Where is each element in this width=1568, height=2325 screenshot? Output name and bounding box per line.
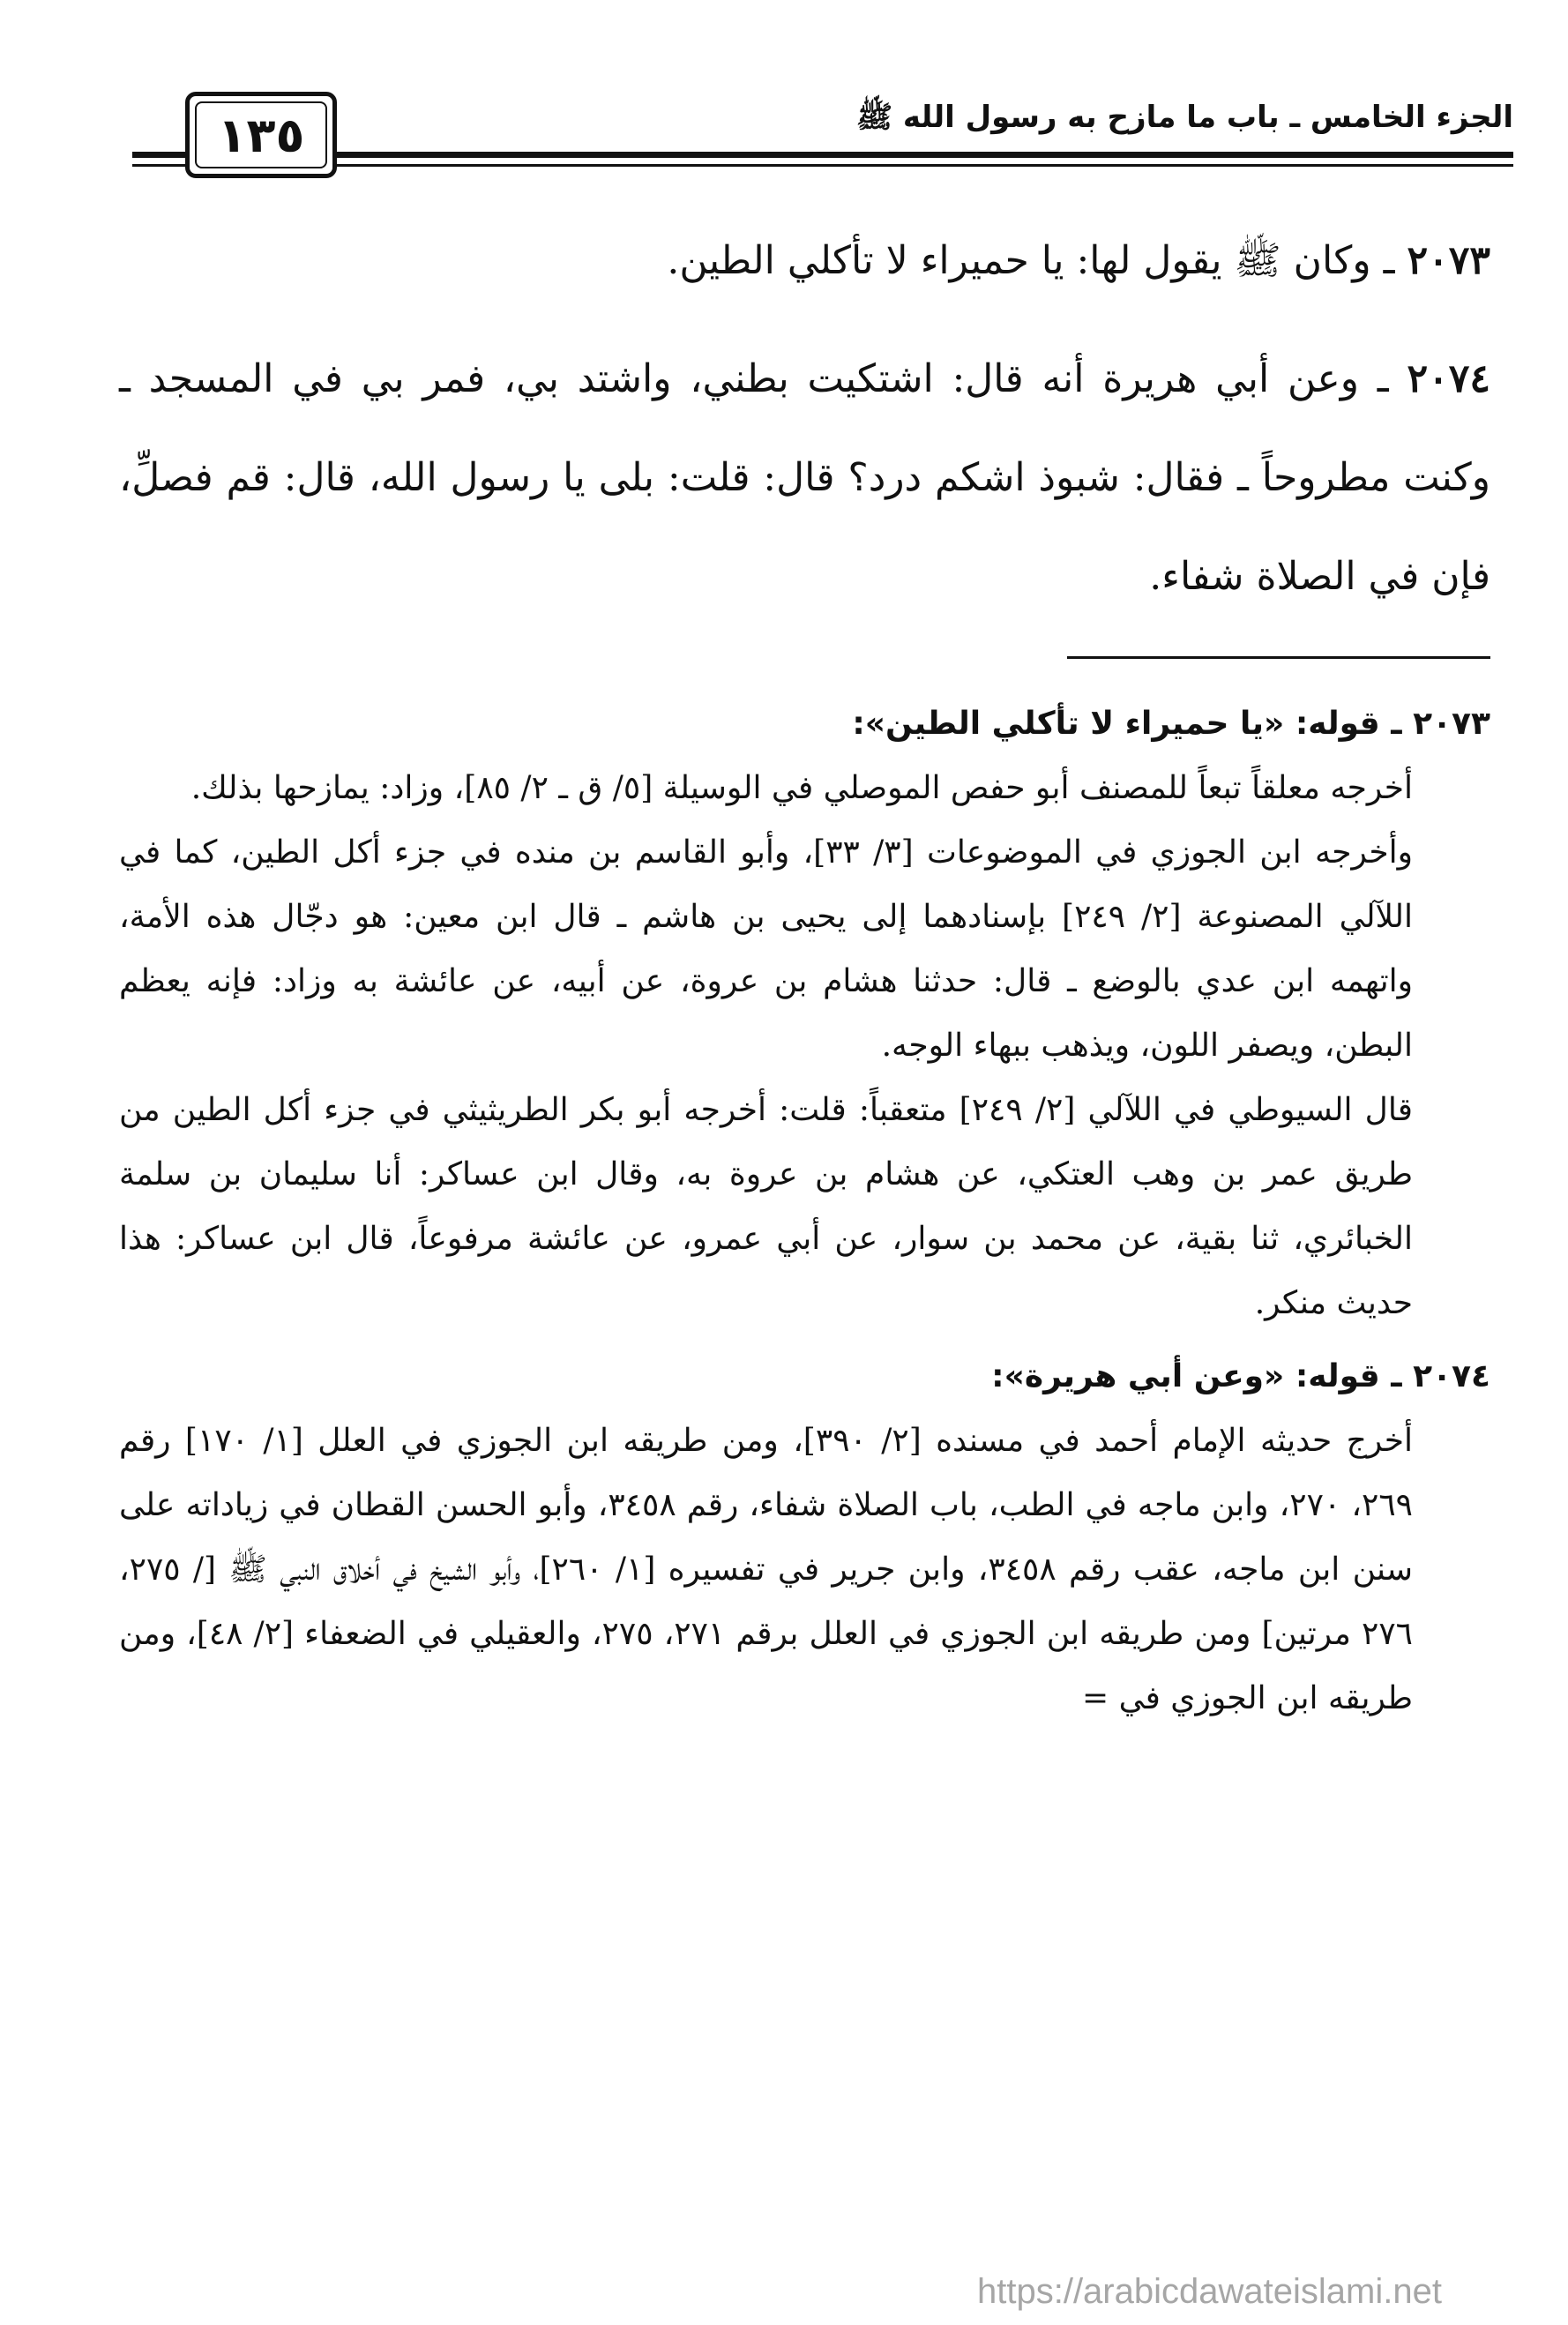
watermark-url: https://arabicdawateislami.net xyxy=(977,2272,1442,2311)
header-rule-thin xyxy=(132,164,1513,167)
spacer xyxy=(119,1335,1490,1344)
hadith-2073 xyxy=(119,212,1490,310)
hadith-number: ٢٠٧٤ xyxy=(1407,356,1490,401)
running-title: الجزء الخامس ـ باب ما مازح به رسول الله ﷺ xyxy=(855,100,1513,135)
header-rule-thick xyxy=(132,152,1513,158)
footnote-paragraph: أخرج حديثه الإمام أحمد في مسنده [٢/ ٣٩٠]، ومن طريقه ابن الجوزي في العلل [١/ ١٧٠] رقم ٢٦٩، ٢٧٠، وابن ماجه في الطب، باب الصلاة شفاء، رقم ٣٤٥٨، وأبو الحسن القطان في زياداته على سنن ابن ماجه، عقب رقم ٣٤٥٨، وابن جرير في تفسيره [١/ ٢٦٠]، وأبو الشيخ في أخلاق النبي ﷺ [/ ٢٧٥، ٢٧٦ مرتين] ومن طريقه ابن الجوزي في العلل برقم ٢٧١، ٢٧٥، والعقيلي في الضعفاء [٢/ ٤٨]، ومن طريقه ابن الجوزي في = xyxy=(119,1423,1414,1716)
hadith-number: ٢٠٧٣ xyxy=(1407,238,1490,283)
footnote-paragraph: أخرجه معلقاً تبعاً للمصنف أبو حفص الموصلي في الوسيلة [٥/ ق ـ ٢/ ٨٥]، وزاد: يمازحها بذلك. xyxy=(190,770,1413,806)
page-number: ١٣٥ xyxy=(217,107,305,163)
footnotes xyxy=(119,692,1490,1731)
footnote-separator xyxy=(1067,656,1490,659)
footnote-heading: ٢٠٧٤ ـ قوله: «وعن أبي هريرة»: xyxy=(991,1358,1490,1394)
footnote-paragraph: قال السيوطي في اللآلي [٢/ ٢٤٩] متعقباً: قلت: أخرجه أبو بكر الطريثيثي في جزء أكل الطين من طريق عمر بن وهب العتكي، عن هشام بن عروة به، وقال ابن عساكر: أنا سليمان بن سلمة الخبائري، ثنا بقية، عن محمد بن سوار، عن أبي عمرو، عن عائشة مرفوعاً، قال ابن عساكر: هذا حديث منكر. xyxy=(119,1092,1413,1321)
footnote-heading: ٢٠٧٣ ـ قوله: «يا حميراء لا تأكلي الطين»: xyxy=(852,706,1490,742)
footnote-paragraph: وأخرجه ابن الجوزي في الموضوعات [٣/ ٣٣]، وأبو القاسم بن منده في جزء أكل الطين، كما في اللآلي المصنوعة [٢/ ٢٤٩] بإسنادهما إلى يحيى بن هاشم ـ قال ابن معين: هو دجّال هذه الأمة، واتهمه ابن عدي بالوضع ـ قال: حدثنا هشام بن عروة، عن أبيه، عن عائشة به وزاد: فإنه يعظم البطن، ويصفر اللون، ويذهب ببهاء الوجه. xyxy=(119,834,1413,1064)
main-text xyxy=(119,212,1490,646)
hadith-text: ـ وكان ﷺ يقول لها: يا حميراء لا تأكلي الطين. xyxy=(667,238,1407,283)
hadith-2074 xyxy=(119,330,1490,626)
hadith-text: ـ وعن أبي هريرة أنه قال: اشتكيت بطني، واشتد بي، فمر بي في المسجد ـ وكنت مطروحاً ـ فقال: شبوذ اشكم درد؟ قال: قلت: بلى يا رسول الله، قال: قم فصلِّ، فإن في الصلاة شفاء. xyxy=(119,356,1490,599)
page-number-frame xyxy=(185,92,337,178)
